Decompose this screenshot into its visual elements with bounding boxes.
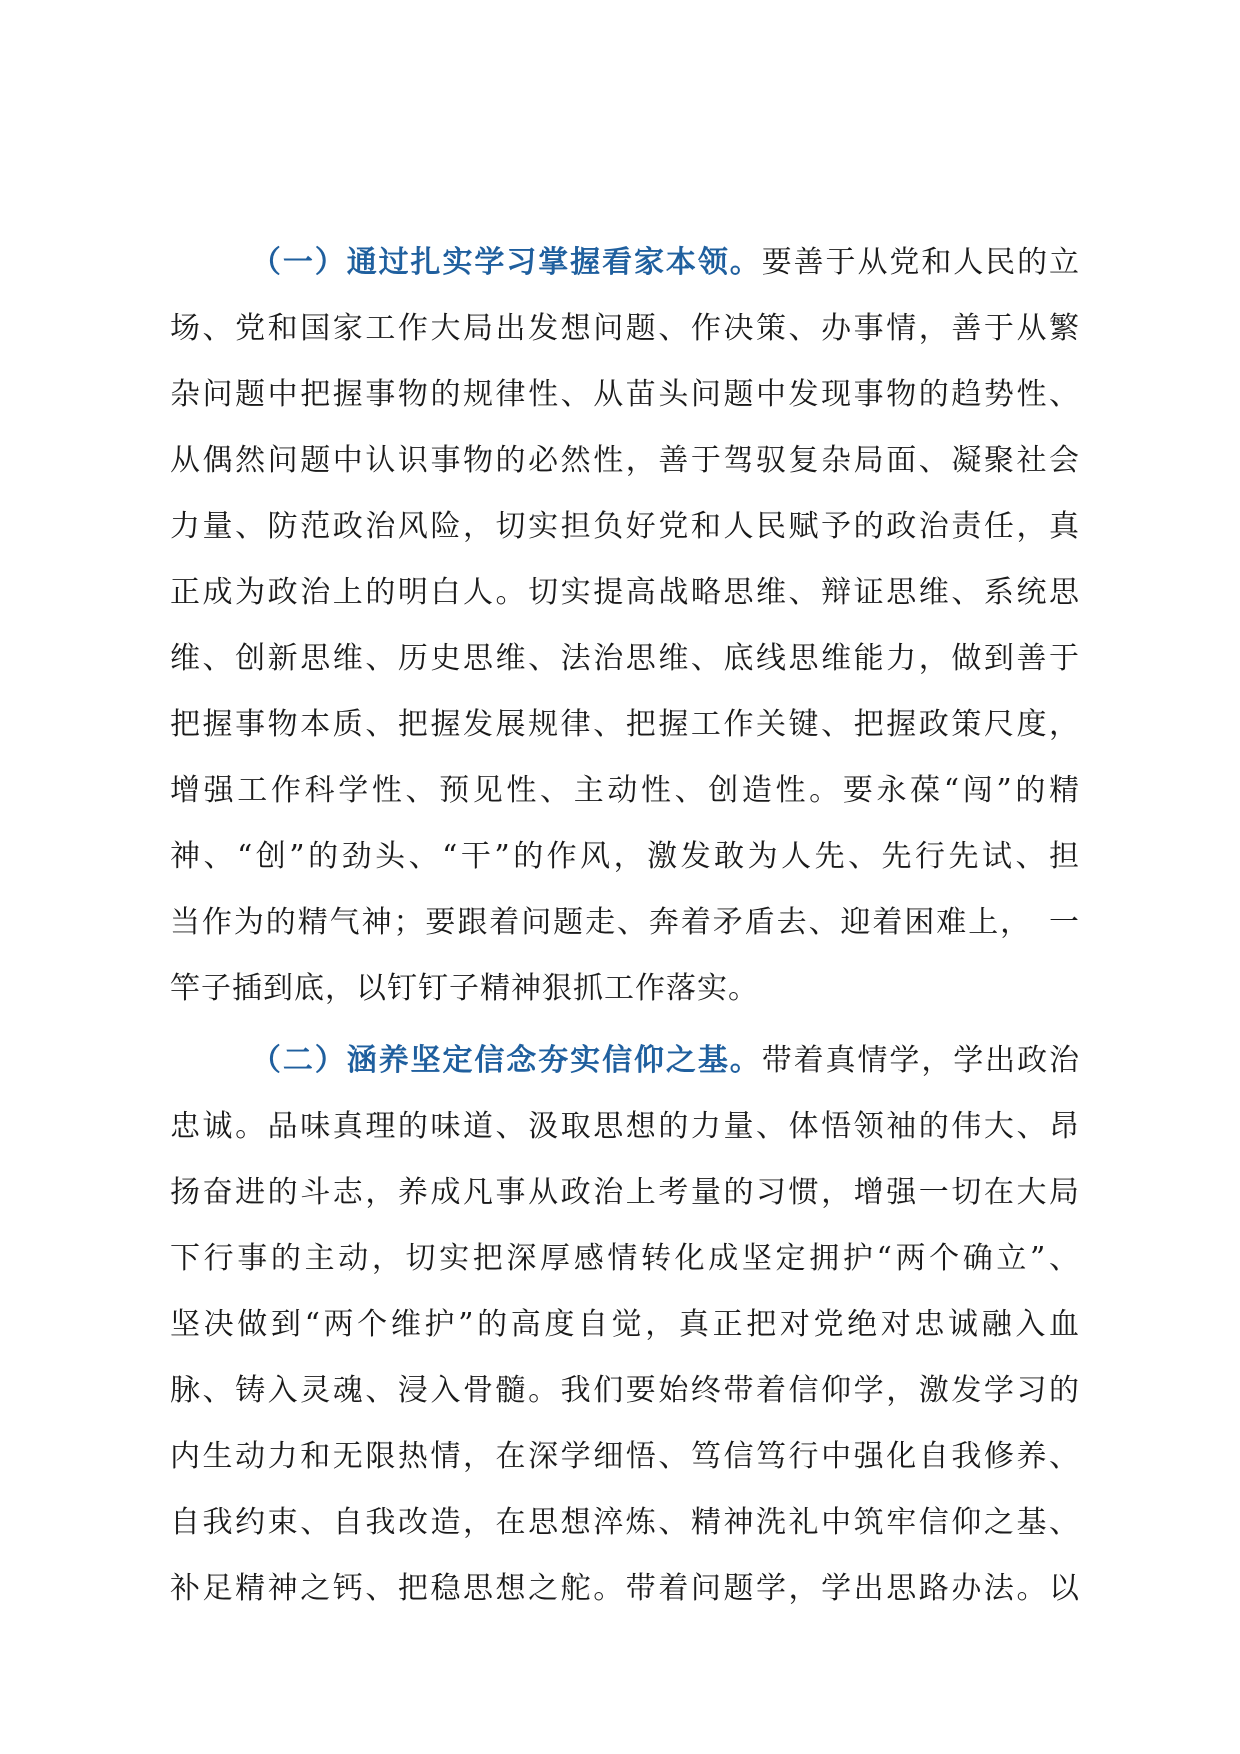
text-line: 扬奋进的斗志，养成凡事从政治上考量的习惯，增强一切在大局 — [170, 1175, 1080, 1210]
paragraph-1-line-1 — [170, 230, 1080, 296]
text-line: 脉、铸入灵魂、浸入骨髓。我们要始终带着信仰学，激发学习的 — [170, 1373, 1080, 1408]
text-line: 下行事的主动，切实把深厚感情转化成坚定拥护“两个确立”、 — [170, 1241, 1080, 1276]
paragraph-2-line-1 — [170, 1028, 1080, 1094]
text-line: 杂问题中把握事物的规律性、从苗头问题中发现事物的趋势性、 — [170, 377, 1080, 412]
text-line: 忠诚。品味真理的味道、汲取思想的力量、体悟领袖的伟大、昂 — [170, 1109, 1080, 1144]
text-line: 要善于从党和人民的立 — [761, 245, 1080, 280]
text-line: 自我约束、自我改造，在思想淬炼、精神洗礼中筑牢信仰之基、 — [170, 1505, 1080, 1540]
text-line: 从偶然问题中认识事物的必然性，善于驾驭复杂局面、凝聚社会 — [170, 443, 1080, 478]
text-line: 把握事物本质、把握发展规律、把握工作关键、把握政策尺度， — [170, 707, 1080, 742]
text-line: 维、创新思维、历史思维、法治思维、底线思维能力，做到善于 — [170, 641, 1080, 676]
text-line: 场、党和国家工作大局出发想问题、作决策、办事情，善于从繁 — [170, 311, 1080, 346]
text-line: 竿子插到底，以钉钉子精神狠抓工作落实。 — [170, 971, 759, 1006]
document-body — [170, 230, 1080, 1622]
section-heading-1: （一）通过扎实学习掌握看家本领。 — [250, 245, 762, 280]
text-line: 增强工作科学性、预见性、主动性、创造性。要永葆“闯”的精 — [170, 773, 1080, 808]
text-line: 力量、防范政治风险，切实担负好党和人民赋予的政治责任，真 — [170, 509, 1080, 544]
text-line: 神、“创”的劲头、“干”的作风，激发敢为人先、先行先试、担 — [170, 839, 1080, 874]
paragraph-2 — [170, 1028, 1080, 1622]
paragraph-1 — [170, 230, 1080, 1022]
text-line: 内生动力和无限热情，在深学细悟、笃信笃行中强化自我修养、 — [170, 1439, 1080, 1474]
section-heading-2: （二）涵养坚定信念夯实信仰之基。 — [250, 1043, 762, 1078]
text-line: 当作为的精气神；要跟着问题走、奔着矛盾去、迎着困难上， 一 — [170, 905, 1080, 940]
text-line: 坚决做到“两个维护”的高度自觉，真正把对党绝对忠诚融入血 — [170, 1307, 1080, 1342]
text-line: 带着真情学，学出政治 — [761, 1043, 1080, 1078]
text-line: 补足精神之钙、把稳思想之舵。带着问题学，学出思路办法。以 — [170, 1571, 1080, 1606]
text-line: 正成为政治上的明白人。切实提高战略思维、辩证思维、系统思 — [170, 575, 1080, 610]
